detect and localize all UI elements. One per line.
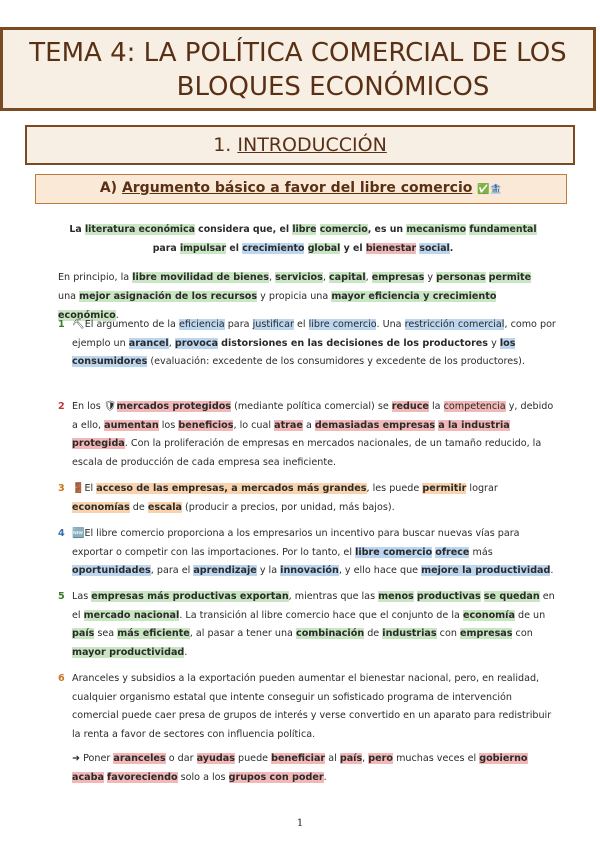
text: En los [72,401,101,412]
item-number: 6 [58,673,65,684]
highlight: ofrece [435,546,470,558]
highlight: pero [368,753,393,765]
text: a [305,419,312,431]
subsection-prefix: A) [99,180,118,196]
highlight: global [307,243,341,254]
text: el [229,243,239,254]
text: , mientras que las [288,591,376,602]
text: y [427,272,434,283]
highlight: social [419,243,450,254]
text: , les puede [366,483,420,494]
text: de un [517,609,546,621]
highlight: economía [462,609,515,621]
highlight: crecimiento [242,243,305,254]
highlight: bienestar [365,243,417,254]
highlight: favoreciendo [107,771,178,783]
page-number: 1 [296,818,304,829]
highlight: mejore la productividad [421,565,551,577]
highlight: reduce [391,401,429,412]
list-item [58,316,556,372]
text: y propicia una [260,291,329,302]
text: , y ello hace que [338,565,419,577]
highlight: mejor asignación de los recursos [79,291,258,302]
highlight: capital [328,272,366,283]
text: solo a los [180,771,226,783]
highlight: provoca [174,337,219,349]
conclusion-line [72,750,556,787]
text: El argumento de la [84,319,176,330]
text: (evaluación: excedente de los consumidores y excedente de los productores). [150,356,525,368]
text: . Con la proliferación de empresas en mercados nacionales, de un tamaño reducido, la escala de producción de cada empresa sea ineficiente. [72,438,542,468]
text: El libre comercio proporciona a los empresarios un incentivo para buscar nuevas vías para exportar o competir con las importaciones. Por lo tanto, el [72,528,520,558]
text: y la [259,565,278,577]
text: una [58,291,77,302]
highlight: combinación [296,628,365,640]
highlight: permitir [422,483,467,494]
highlight: eficiencia [178,319,225,330]
text: y [491,337,497,349]
highlight: empresas [371,272,425,283]
highlight: gobierno [479,753,528,765]
text: . [115,310,119,321]
highlight: competencia [443,401,506,412]
text: , para el [150,565,191,577]
text: sea [97,628,115,640]
list-item [58,670,556,788]
text: . [184,646,188,658]
item-number: 2 [58,401,65,412]
text: , al pasar a tener una [189,628,293,640]
highlight: atrae [274,419,303,431]
text: (mediante política comercial) se [234,401,389,412]
highlight: empresas [459,628,513,640]
text: . La transición al libre comercio hace que el conjunto de la [179,609,460,621]
highlight: comercio [319,224,368,235]
text: y, debido a ello, [72,401,554,431]
highlight: oportunidades [72,565,151,577]
section-heading [25,125,575,165]
text: los [161,419,176,431]
text: con [515,628,533,640]
highlight: país [339,753,363,765]
text: . [323,771,327,783]
highlight: innovación [280,565,339,577]
shield-icon: 🛡 [103,401,117,412]
text: el [296,319,306,330]
highlight: justificar [252,319,294,330]
highlight: economías [72,501,130,513]
text: (producir a precios, por unidad, más bajos). [185,501,395,513]
highlight: mayor productividad [72,646,185,658]
highlight: aprendizaje [193,565,257,577]
highlight: ayudas [196,753,235,765]
item-number: 4 [58,528,65,539]
text: y el [343,243,363,254]
item-number: 5 [58,591,65,602]
text: de [132,501,145,513]
text: , lo cual [233,419,272,431]
highlight: beneficios [178,419,234,431]
highlight: arancel [128,337,169,349]
highlight: aranceles [113,753,166,765]
text: La [69,224,82,235]
highlight: aumentan [104,419,159,431]
highlight: literatura económica [84,224,195,235]
highlight: impulsar [179,243,227,254]
highlight: restricción comercial [404,319,505,330]
highlight: país [72,628,95,640]
new-icon: 🆕 [72,528,85,539]
text: , [322,272,326,283]
pickaxe-icon: ⛏ [72,319,85,330]
highlight: los consumidores [72,337,516,368]
text: , como por ejemplo un [72,319,556,349]
text: , [362,753,366,765]
section-number: 1. [213,134,232,156]
highlight: personas [436,272,486,283]
list-item [58,398,556,472]
highlight: acaba [72,771,104,783]
highlight: fundamental [469,224,537,235]
highlight: demasiadas empresas [314,419,436,431]
title-line-2: BLOQUES ECONÓMICOS [176,72,490,102]
title-line-1: TEMA 4: LA POLÍTICA COMERCIAL DE LOS [29,38,567,68]
highlight: beneficiar [271,753,326,765]
highlight: libre comercio [308,319,377,330]
arrow-icon: ➜ [72,753,81,765]
text: más [472,546,493,558]
text: o dar [168,753,194,765]
highlight: mayor eficiencia y crecimiento económico [58,291,497,321]
text: con [439,628,457,640]
section-label: INTRODUCCIÓN [237,134,387,156]
text: considera que, el [198,224,290,235]
highlight: mecanismo [406,224,467,235]
door-icon: 🚪 [72,483,85,494]
highlight: escala [147,501,182,513]
highlight: se quedan [483,591,540,602]
text: lograr [469,483,498,494]
list-item [58,525,556,581]
highlight: permite [488,272,532,283]
text: . Una [376,319,402,330]
list-item [58,588,556,662]
text: de [367,628,380,640]
highlight: servicios [275,272,323,283]
highlight: industrias [382,628,437,640]
text: para [227,319,250,330]
subsection-heading [35,174,567,204]
item-number: 1 [58,319,65,330]
highlight: grupos con poder [228,771,324,783]
highlight: empresas más productivas exportan [91,591,289,602]
item-number: 3 [58,483,65,494]
text: En principio, la [58,272,130,283]
highlight: acceso de las empresas, a mercados más grandes [96,483,367,494]
text: , [168,337,172,349]
text: para [152,243,177,254]
text: Poner [83,753,111,765]
highlight: menos [378,591,414,602]
highlight: a la industria protegida [72,419,510,450]
highlight: libre comercio [355,546,433,558]
text: , es un [367,224,404,235]
text: Aranceles y subsidios a la exportación pueden aumentar el bienestar nacional, pero, en realidad, cualquier organismo estatal que intente conseguir un sofisticado programa de intervención comercial puede caer presa de grupos de interés y verse convertido en un aparato para redistribuir la renta a favor de sectores con influencia política. [72,673,552,740]
text: la [432,401,441,412]
highlight: más eficiente [117,628,190,640]
text: , [365,272,369,283]
highlight: libre [292,224,317,235]
text: , [268,272,273,283]
highlight: distorsiones en las decisiones de los productores [221,337,489,349]
text: muchas veces el [396,753,477,765]
text: El [84,483,94,494]
subsection-label: Argumento básico a favor del libre comercio [121,180,473,196]
highlight: mercado nacional [83,609,180,621]
check-bank-icon: ✅🏦 [477,184,503,195]
list-item [58,480,556,517]
intro-paragraph [58,220,548,258]
text: al [328,753,337,765]
text: . [550,565,554,577]
highlight: productivas [416,591,481,602]
text: . [449,243,454,254]
text: en el [72,591,555,621]
text: Las [72,591,89,602]
highlight: mercados protegidos [116,401,232,412]
document-title-box [0,27,596,111]
text: puede [238,753,269,765]
highlight: libre movilidad de bienes [132,272,269,283]
